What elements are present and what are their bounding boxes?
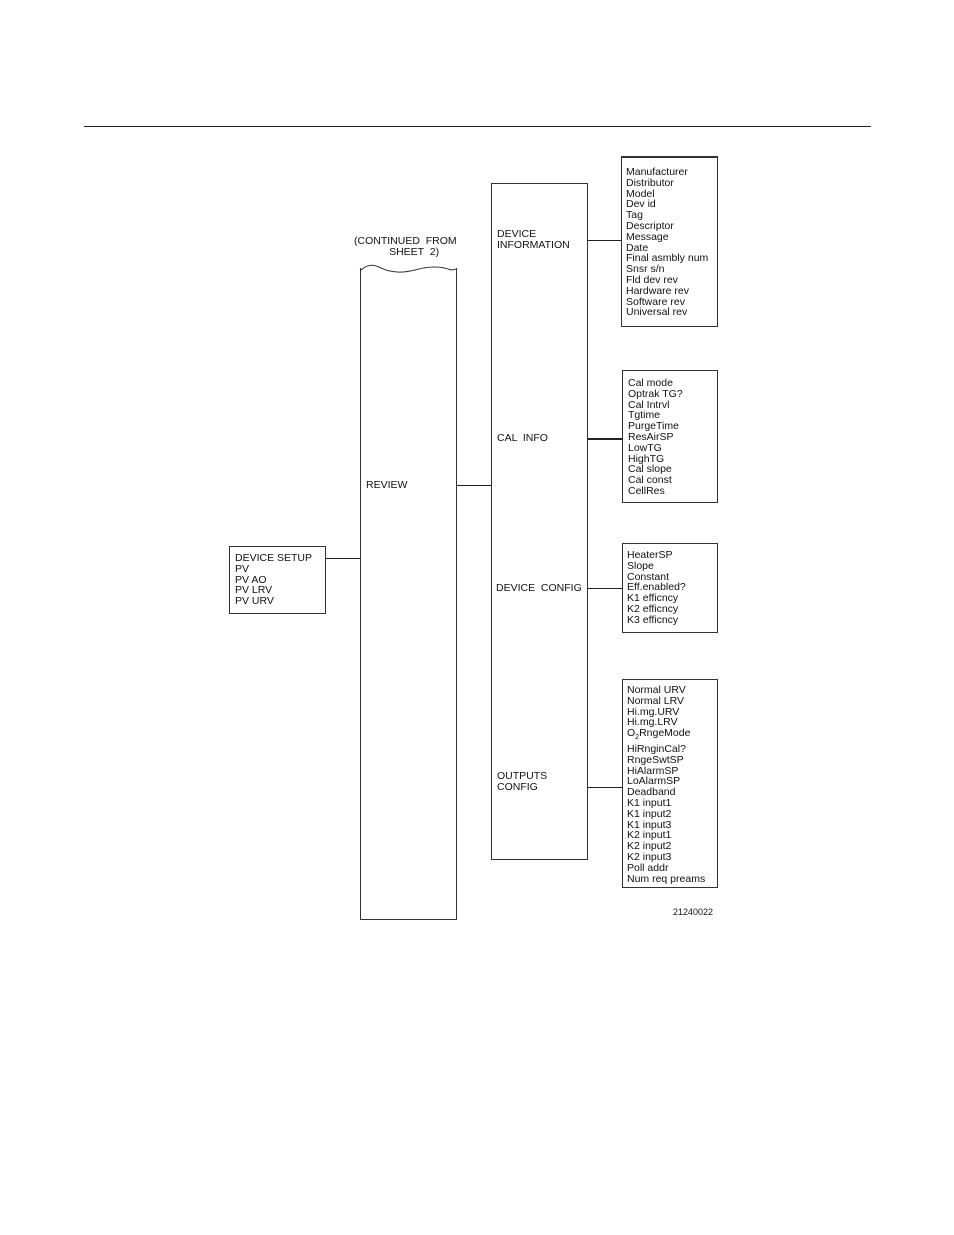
menu-item: Num req preams — [627, 872, 706, 885]
device-setup-list — [235, 553, 312, 607]
menu-item: Deadband — [627, 786, 676, 799]
menu-item: Tag — [626, 209, 643, 222]
menu-item: Cal slope — [628, 463, 672, 476]
menu-item: Cal Intrvl — [628, 398, 670, 411]
menu-item: HiAlarmSP — [627, 764, 679, 777]
menu-item: K1 input3 — [627, 818, 672, 831]
connector-device-config — [588, 588, 622, 589]
device-information-items — [626, 167, 708, 318]
menu-item: K2 efficncy — [627, 602, 679, 615]
branch-label-device-information: DEVICE INFORMATION — [497, 228, 570, 251]
device-setup-line: DEVICE SETUP — [235, 552, 313, 564]
menu-item: HighTG — [628, 452, 665, 465]
menu-item: Descriptor — [626, 219, 674, 232]
menu-item: HiRnginCal? — [627, 743, 686, 756]
menu-item: LoAlarmSP — [627, 775, 681, 788]
branch-label-device-config: DEVICE CONFIG — [496, 582, 582, 594]
menu-item: K2 input2 — [627, 840, 672, 853]
device-setup-line: PV LRV — [235, 584, 273, 597]
menu-item: Optrak TG? — [628, 387, 683, 400]
menu-item: Date — [626, 241, 649, 254]
device-setup-line: PV — [235, 562, 250, 575]
device-setup-line: PV AO — [235, 573, 267, 586]
connector-setup-review — [326, 558, 360, 559]
menu-item: Tgtime — [628, 409, 661, 422]
menu-item: Software rev — [626, 295, 685, 308]
menu-item: PurgeTime — [628, 420, 679, 433]
menu-item: Slope — [627, 559, 654, 572]
menu-item: Normal URV — [627, 684, 686, 696]
connector-device-information — [588, 240, 622, 241]
continued-from-sheet-note: (CONTINUED FROM SHEET 2) — [354, 235, 457, 258]
menu-item: K1 input2 — [627, 807, 672, 820]
menu-item: RngeSwtSP — [627, 753, 684, 766]
figure-id: 21240022 — [673, 907, 714, 917]
device-setup-line: PV URV — [235, 595, 274, 608]
review-column — [360, 268, 457, 920]
menu-item: Message — [626, 230, 669, 243]
menu-item: Cal const — [628, 474, 672, 487]
menu-item: Eff.enabled? — [627, 581, 686, 594]
menu-item: LowTG — [628, 441, 662, 454]
menu-item: CellRes — [628, 484, 665, 497]
menu-item: Manufacturer — [626, 166, 688, 178]
menu-item: ResAirSP — [628, 430, 674, 443]
menu-item: K2 input3 — [627, 851, 672, 864]
menu-item: Fld dev rev — [626, 273, 678, 286]
menu-item: Final asmbly num — [626, 252, 709, 265]
menu-item: Normal LRV — [627, 694, 684, 707]
menu-item: Poll addr — [627, 861, 669, 874]
menu-item: K1 efficncy — [627, 592, 679, 605]
wavy-break-line — [359, 262, 459, 276]
menu-item: Universal rev — [626, 306, 688, 319]
menu-item: K3 efficncy — [627, 613, 679, 626]
branches-column — [491, 183, 588, 860]
branch-label-outputs-config: OUTPUTS CONFIG — [497, 770, 548, 793]
menu-item: Cal mode — [628, 377, 673, 389]
menu-item: Model — [626, 187, 655, 200]
menu-item: Distributor — [626, 176, 674, 189]
cal-info-items — [628, 378, 683, 497]
menu-item: Constant — [627, 570, 670, 583]
connector-cal-info — [588, 438, 622, 440]
branch-label-cal-info: CAL INFO — [497, 432, 548, 444]
menu-item: HeaterSP — [627, 549, 673, 561]
connector-outputs-config — [588, 787, 622, 788]
menu-item: Dev id — [626, 198, 656, 211]
menu-item: $O_2RngeMode$ — [627, 727, 691, 742]
outputs-config-items — [627, 685, 705, 884]
header-rule — [84, 126, 871, 127]
menu-item: Snsr s/n — [626, 263, 665, 276]
review-label: REVIEW — [366, 479, 408, 491]
menu-item: Hi.mg.LRV — [627, 716, 678, 729]
menu-item: Hi.mg.URV — [627, 705, 680, 718]
menu-item: Hardware rev — [626, 284, 690, 297]
device-config-items — [627, 550, 686, 626]
menu-item: K2 input1 — [627, 829, 672, 842]
connector-review-branches — [457, 485, 491, 486]
menu-item: K1 input1 — [627, 797, 672, 810]
